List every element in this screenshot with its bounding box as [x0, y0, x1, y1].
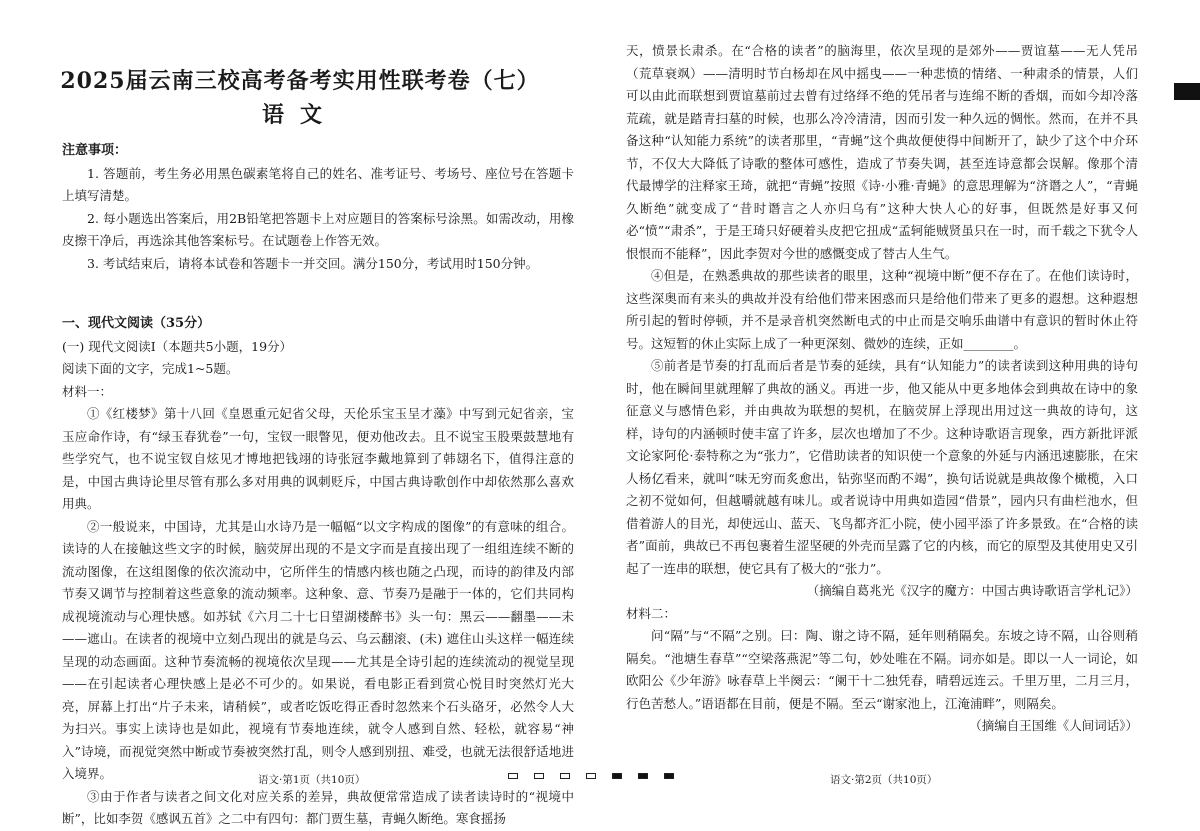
material1-label: 材料一： [62, 383, 113, 399]
right-content [626, 40, 1138, 738]
page-footer-right: 语文·第2页（共10页） [830, 774, 938, 786]
material2-text: 问“隔”与“不隔”之别。曰：陶、谢之诗不隔，延年则稍隔矣。东坡之诗不隔，山谷则稍隔矣。“池塘生春草”“空梁落燕泥”等二句，妙处唯在不隔。词亦如是。即以一人一词论，如欧阳公《少年游》咏春草上半阕云：“阑干十二独凭春，晴碧远连云。千里万里，二月三月，行色苦愁人。”语语都在目前，便是不隔。至云“谢家池上，江淹浦畔”，则隔矣。 [626, 628, 1138, 711]
right-page [600, 0, 1200, 826]
page-marker [508, 773, 518, 779]
binding-mark [1174, 83, 1200, 100]
exam-title: 2025届云南三校高考备考实用性联考卷（七） [60, 68, 540, 94]
reading-section [62, 313, 574, 831]
exam-subject: 语文 [261, 102, 338, 128]
paragraph-4: ④但是，在熟悉典故的那些读者的眼里，这种“视境中断”便不存在了。在他们读诗时，这些深奥而有来头的典故并没有给他们带来困惑而只是给他们带来了更多的遐想。这种遐想所引起的暂时停顿，并不是录音机突然断电式的中止而是交响乐曲谱中有意识的暂时休止符号。这短暂的休止实际上成了一种更深刻、微妙的连续，正如________。 [626, 268, 1138, 351]
notes-section [62, 140, 574, 275]
paragraph-1: ①《红楼梦》第十八回《皇恩重元妃省父母，天伦乐宝玉呈才藻》中写到元妃省亲，宝玉应命作诗，有“绿玉春犹卷”一句，宝钗一眼瞥见，便劝他改去。且不说宝玉股栗鼓慧地有些学究气，也不说宝钗自炫见才博地把钱翊的诗张冠李戴地算到了韩翃名下，值得注意的是，中国古典诗论里尽管有那么多对用典的讽刺贬斥，中国古典诗歌创作中却依然那么喜欢用典。 [62, 406, 574, 511]
subsection-heading: (一) 现代文阅读Ⅰ（本题共5小题，19分） [62, 338, 293, 354]
material2-label: 材料二： [626, 605, 677, 621]
page-marker [586, 773, 596, 779]
page-footer-left: 语文·第1页（共10页） [258, 774, 366, 786]
page-marker [560, 773, 570, 779]
paragraph-2: ②一般说来，中国诗，尤其是山水诗乃是一幅幅“以文字构成的图像”的有意味的组合。读诗的人在接触这些文字的时候，脑荧屏出现的不是文字而是直接出现了一组组连续不断的流动图像，在这组图像的依次流动中，它所伴生的情感内核也随之凸现，而诗的韵律及内部节奏又调节与控制着这些意象的流动频率。这种象、意、节奏乃是融于一体的，它们共同构成视境流动与心理快感。如苏轼《六月二十七日望湖楼醉书》头一句：黑云——翻墨——未——遮山。在读者的视境中立刻凸现出的就是乌云、乌云翻滚、(未) 遮住山头这样一幅连续呈现的动态画面。这种节奏流畅的视境依次呈现——尤其是全诗引起的连续流动的视觉呈现——在引起读者心理快感上是必不可少的。如果说，看电影正看到赏心悦目时突然灯光大亮，屏幕上打出“片子未来，请稍候”，或者吃饭吃得正香时忽然来个石头硌牙，必然令人大为扫兴。事实上读诗也是如此，视境有节奏地连续，就令人感到自然、轻松，就容易“神入”诗境，而视觉突然中断或节奏被突然打乱，则令人感到别扭、难受，也就无法很舒适地进入境界。 [62, 518, 574, 781]
note-item: 3. 考试结束后，请将本试卷和答题卡一并交回。满分150分，考试用时150分钟。 [87, 255, 539, 271]
left-page [0, 0, 600, 826]
page-marker [534, 773, 544, 779]
paragraph-3-continued: 天，愤景长肃杀。在“合格的读者”的脑海里，依次呈现的是郊外——贾谊墓——无人凭吊（荒草衰飒）——清明时节白杨却在风中摇曳——一种悲愤的情绪、一种肃杀的情景，人们可以由此而联想到贾谊墓前过去曾有过络绎不绝的凭吊者与连绵不断的香烟，而如今却冷落荒疏，就是踏青扫墓的时候，也那么冷冷清清，因而引发一种久远的惆怅。然而，在并不具备这种“认知能力系统”的读者那里，“青蝇”这个典故便使得中间断开了，缺少了这个中介环节，不仅大大降低了诗歌的整体可感性，造成了节奏失调，甚至连诗意都会误解。像那个清代最博学的注释家王琦，就把“青蝇”按照《诗·小雅·青蝇》的意思理解为“济谮之人”，“青蝇久断绝”就变成了“昔时谮言之人亦归乌有”这种大快人心的好事，但既然是好事又何必“愤”“肃杀”，于是王琦只好硬着头皮把它扭成“孟轲能贼贤虽只在一时，而千载之下犹令人恨恨而不能释”，因此李贺对今世的感慨变成了替古人生气。 [626, 43, 1138, 261]
source-citation-2: （摘编自王国维《人间词话》） [969, 718, 1138, 733]
note-item: 2. 每小题选出答案后，用2B铅笔把答题卡上对应题目的答案标号涂黑。如需改动，用橡皮擦干净后，再选涂其他答案标号。在试题卷上作答无效。 [62, 210, 574, 248]
source-citation-1: （摘编自葛兆光《汉字的魔方：中国古典诗歌语言学札记》） [806, 583, 1138, 598]
instruction: 阅读下面的文字，完成1~5题。 [62, 361, 239, 376]
section-heading: 一、现代文阅读（35分） [62, 316, 211, 331]
notes-heading: 注意事项： [62, 143, 128, 158]
paragraph-5: ⑤前者是节奏的打乱而后者是节奏的延续，具有“认知能力”的读者读到这种用典的诗句时，他在瞬间里就理解了典故的涵义。再进一步，他又能从中更多地体会到典故在诗中的象征意义与感情色彩，并由典故为联想的契机，在脑荧屏上浮现出用过这一典故的诗句，这样，诗句的内涵顿时使丰富了许多，层次也增加了不少。这种诗歌语言现象，西方新批评派文论家阿伦·泰特称之为“张力”，它借助读者的知识使一个意象的外延与内涵迅速膨胀，在宋人杨亿看来，就叫“味无穷而炙愈出，钻弥坚而酌不竭”，换句话说就是典故像个橄榄，入口之初不觉如何，但越嚼就越有味儿。或者说诗中用典如造园“借景”，园内只有曲栏池水，但借着游人的目光，却使远山、蓝天、飞鸟都齐汇小院，使小园平添了许多景致。在“合格的读者”面前，典故已不再包裹着生涩坚硬的外壳而呈露了它的内核，而它的原型及其使用史又引起了一连串的联想，使它具有了极大的“张力”。 [626, 358, 1138, 576]
note-item: 1. 答题前，考生务必用黑色碳素笔将自己的姓名、准考证号、考场号、座位号在答题卡上填写清楚。 [62, 165, 574, 203]
paragraph-3: ③由于作者与读者之间文化对应关系的差异，典故便常常造成了读者读诗时的“视境中断”，比如李贺《感讽五首》之二中有四句：都门贾生墓，青蝇久断绝。寒食摇扬 [62, 788, 574, 826]
